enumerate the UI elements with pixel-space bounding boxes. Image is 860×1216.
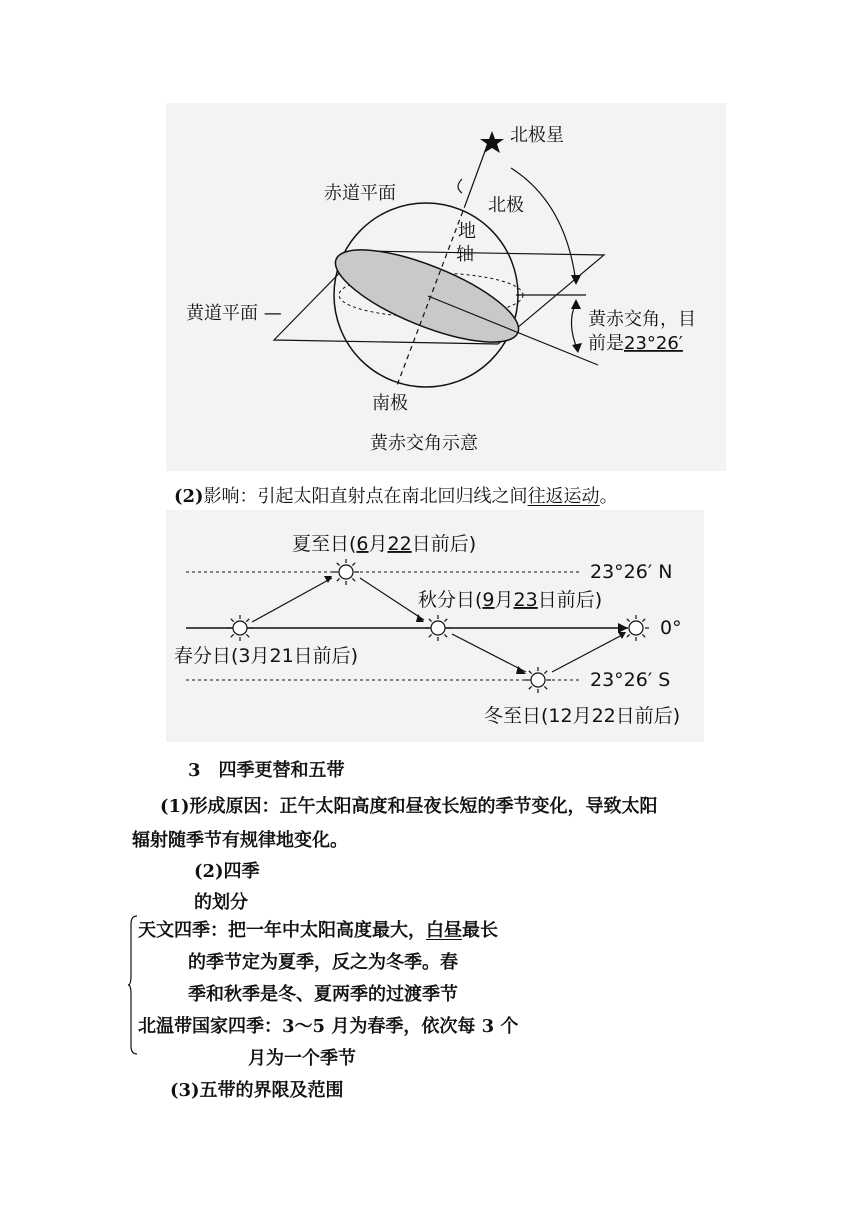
winter-solstice-label: 冬至日(12月22日前后) (484, 705, 681, 727)
five-zones-heading: (3)五带的界限及范围 (170, 1080, 344, 1101)
south-pole-label: 南极 (372, 393, 408, 414)
cause-line-2: 辐射随季节有规律地变化。 (132, 830, 348, 851)
arrow-head-icon (571, 275, 581, 285)
influence-line (174, 482, 618, 508)
polaris-label: 北极星 (510, 125, 564, 146)
path-summer-to-autumn (360, 578, 424, 620)
earth-axis-label-1: 地 (458, 221, 476, 242)
curly-brace-icon (128, 914, 138, 1056)
path-spring-to-summer (252, 578, 332, 622)
spring-equinox-label: 春分日(3月21日前后) (174, 645, 359, 667)
earth-axis-label-2: 轴 (456, 244, 474, 265)
sun-icon (227, 615, 253, 641)
angle-label-line1: 黄赤交角，目 (588, 309, 696, 330)
influence-text: 影响：引起太阳直射点在南北回归线之间 (203, 486, 528, 507)
equator-label: 0° (660, 617, 682, 639)
tropic-cancer-label: 23°26′ N (590, 561, 673, 583)
temperate-seasons-line-2: 月为一个季节 (248, 1048, 356, 1069)
subsolar-point-svg (166, 510, 704, 742)
section3-heading: 3 四季更替和五带 (188, 760, 345, 781)
arrow-head-icon (571, 299, 581, 309)
division-line-1: (2)四季 (194, 861, 260, 882)
figure1-caption: 黄赤交角示意 (370, 433, 478, 454)
rotation-arrow-icon (458, 179, 462, 193)
path-autumn-to-winter (452, 634, 526, 672)
astro-seasons-line-1: 天文四季：把一年中太阳高度最大，白昼最长 (138, 920, 498, 941)
ecliptic-obliquity-svg (166, 103, 726, 471)
path-winter-to-spring (552, 634, 624, 672)
influence-prefix: (2) (174, 486, 204, 507)
autumn-equinox-label: 秋分日(9月23日前后) (418, 589, 603, 611)
sun-icon (425, 615, 451, 641)
temperate-seasons-line-1: 北温带国家四季：3～5 月为春季，依次每 3 个 (138, 1016, 519, 1037)
astro-seasons-line-2: 的季节定为夏季，反之为冬季。春 (188, 952, 458, 973)
sun-icon (525, 667, 551, 693)
angle-label-line2: 前是23°26′ (588, 333, 683, 354)
influence-underlined: 往返运动 (527, 486, 600, 507)
sun-icon (623, 615, 649, 641)
daytime-underlined: 白昼 (426, 920, 462, 941)
equator-plane-label: 赤道平面 (324, 183, 396, 204)
astro-seasons-line-3: 季和秋季是冬、夏两季的过渡季节 (188, 984, 458, 1005)
small-angle-arc (571, 303, 578, 351)
subsolar-point-diagram (166, 510, 704, 742)
ecliptic-plane-label: 黄道平面 — (186, 303, 282, 324)
sun-icon (333, 559, 359, 585)
division-line-2: 的划分 (194, 892, 248, 913)
influence-suffix: 。 (599, 486, 618, 507)
north-pole-label: 北极 (488, 195, 524, 216)
summer-solstice-label: 夏至日(6月22日前后) (292, 533, 477, 555)
arrow-head-icon (572, 343, 582, 353)
angle-arc (511, 168, 576, 283)
star-icon (480, 131, 504, 153)
arrow-head-icon (618, 632, 626, 639)
cause-line-1: (1)形成原因：正午太阳高度和昼夜长短的季节变化，导致太阳 (160, 796, 658, 817)
ecliptic-obliquity-diagram (166, 103, 726, 471)
angle-value: 23°26′ (624, 333, 683, 354)
tropic-capricorn-label: 23°26′ S (590, 669, 671, 691)
